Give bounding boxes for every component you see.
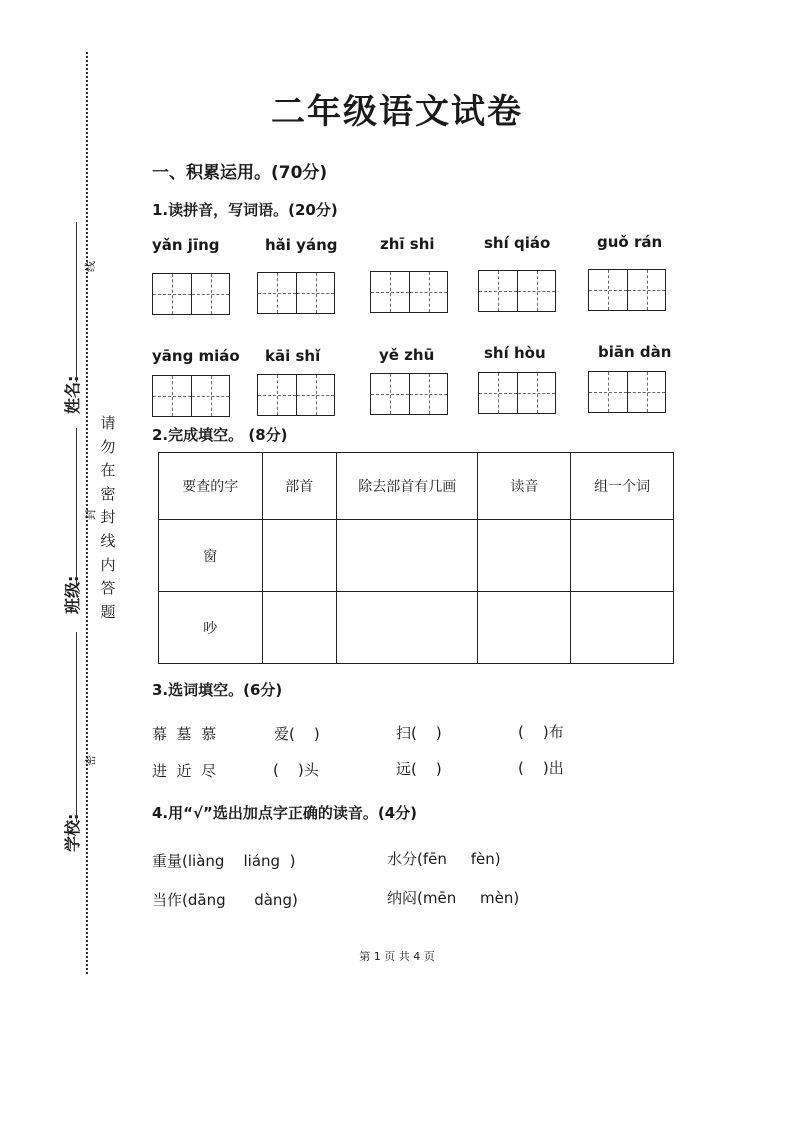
name-label: 姓名: xyxy=(63,375,82,414)
header-cell: 组一个词 xyxy=(571,453,674,520)
class-label: 班级: xyxy=(63,575,82,614)
lookup-character: 窗 xyxy=(159,520,263,592)
school-label: 学校: xyxy=(63,813,82,852)
pinyin-label: hǎi yáng xyxy=(265,236,338,254)
warning-char: 勿 xyxy=(100,437,116,456)
answer-cell[interactable] xyxy=(571,520,674,592)
reading-choice[interactable] xyxy=(387,848,501,869)
question-1-heading: 1.读拼音，写词语。(20分) xyxy=(152,201,338,219)
answer-cell[interactable] xyxy=(478,592,571,664)
question-4-heading: 4.用“√”选出加点字正确的读音。(4分) xyxy=(152,804,418,822)
fill-in-table xyxy=(158,452,674,664)
writing-grid[interactable] xyxy=(370,271,448,313)
pinyin-label: kāi shǐ xyxy=(265,347,321,365)
target-word: 纳闷 xyxy=(387,889,418,907)
seal-mark-mi: 密 xyxy=(84,755,97,766)
pinyin-label: yāng miáo xyxy=(152,347,240,365)
writing-grid[interactable] xyxy=(152,273,230,315)
answer-cell[interactable] xyxy=(478,520,571,592)
warning-char: 在 xyxy=(100,461,116,480)
target-word: 重量 xyxy=(152,852,183,870)
header-cell: 除去部首有几画 xyxy=(336,453,478,520)
reading-choice[interactable] xyxy=(152,889,298,910)
table-row xyxy=(159,520,674,592)
warning-char: 请 xyxy=(100,414,116,432)
word-choices: 进 近 尽 xyxy=(152,762,217,780)
reading-choice[interactable] xyxy=(152,850,295,871)
section-heading: 一、积累运用。(70分) xyxy=(152,163,328,183)
pinyin-options[interactable]: (liàng liáng ) xyxy=(182,852,296,870)
warning-char: 密 xyxy=(100,484,116,503)
warning-char: 线 xyxy=(100,531,116,550)
header-cell: 部首 xyxy=(262,453,336,520)
answer-cell[interactable] xyxy=(262,592,336,664)
warning-char: 内 xyxy=(100,555,116,574)
writing-grid[interactable] xyxy=(588,269,666,311)
answer-cell[interactable] xyxy=(571,592,674,664)
seal-warning-text xyxy=(99,412,117,624)
pinyin-label: yě zhū xyxy=(379,346,435,364)
reading-choice[interactable] xyxy=(387,887,519,908)
warning-char: 封 xyxy=(100,508,116,527)
writing-grid[interactable] xyxy=(152,375,230,417)
fill-blank[interactable]: 扫( ) xyxy=(396,724,442,742)
target-word: 当作 xyxy=(152,891,183,909)
question-3-heading: 3.选词填空。(6分) xyxy=(152,681,283,699)
writing-grid[interactable] xyxy=(257,374,335,416)
fill-blank[interactable]: ( )出 xyxy=(518,759,564,777)
lookup-character: 吵 xyxy=(159,592,263,664)
writing-grid[interactable] xyxy=(370,373,448,415)
name-blank-line xyxy=(76,222,77,382)
answer-cell[interactable] xyxy=(336,592,478,664)
table-header-row xyxy=(159,453,674,520)
header-cell: 读音 xyxy=(478,453,571,520)
answer-cell[interactable] xyxy=(336,520,478,592)
pinyin-label: biān dàn xyxy=(598,343,672,361)
school-blank-line xyxy=(76,632,77,822)
page-title: 二年级语文试卷 xyxy=(271,92,523,132)
writing-grid[interactable] xyxy=(588,371,666,413)
writing-grid[interactable] xyxy=(257,272,335,314)
warning-char: 答 xyxy=(100,579,116,598)
seal-mark-feng: 封 xyxy=(84,509,97,520)
pinyin-label: zhī shi xyxy=(380,235,435,253)
pinyin-label: guǒ rán xyxy=(597,233,663,251)
writing-grid[interactable] xyxy=(478,270,556,312)
page-number: 第 1 页 共 4 页 xyxy=(359,950,435,963)
pinyin-label: shí hòu xyxy=(484,344,546,362)
fill-blank[interactable]: ( )布 xyxy=(518,723,564,741)
table-row xyxy=(159,592,674,664)
seal-mark-xian: 线 xyxy=(84,261,97,272)
fill-blank[interactable]: 爱( ) xyxy=(274,725,320,743)
pinyin-label: yǎn jīng xyxy=(152,236,220,254)
pinyin-options[interactable]: (mēn mèn) xyxy=(417,889,520,907)
fill-blank[interactable]: ( )头 xyxy=(273,761,319,779)
pinyin-label: shí qiáo xyxy=(484,234,551,252)
pinyin-options[interactable]: (fēn fèn) xyxy=(417,850,501,868)
pinyin-options[interactable]: (dāng dàng) xyxy=(182,891,298,909)
answer-cell[interactable] xyxy=(262,520,336,592)
fill-blank[interactable]: 远( ) xyxy=(396,760,442,778)
warning-char: 题 xyxy=(100,602,116,621)
question-2-heading: 2.完成填空。 (8分) xyxy=(152,426,288,444)
header-cell: 要查的字 xyxy=(159,453,263,520)
class-blank-line xyxy=(76,428,77,586)
word-choices: 幕 墓 慕 xyxy=(152,725,217,743)
writing-grid[interactable] xyxy=(478,372,556,414)
target-word: 水分 xyxy=(387,850,418,868)
